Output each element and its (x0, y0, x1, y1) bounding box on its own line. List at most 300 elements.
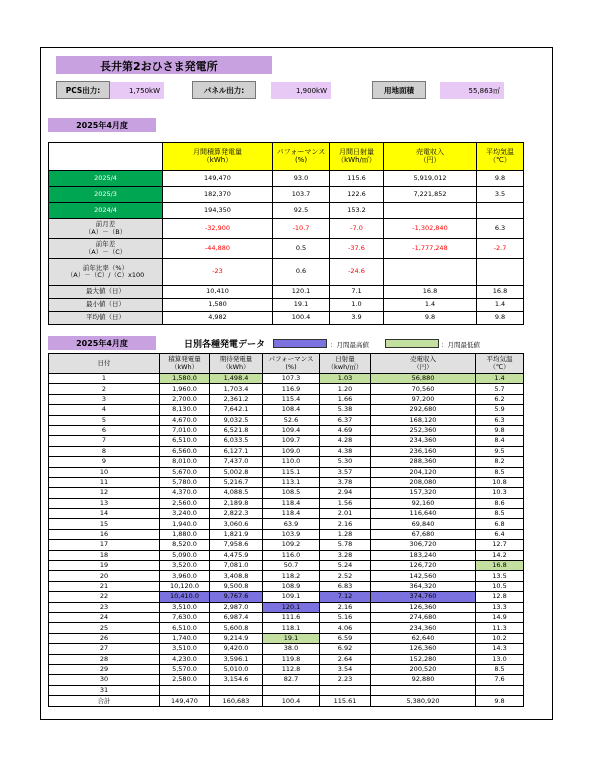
daily-cell: 5.9 (476, 405, 524, 415)
daily-cell: 111.6 (263, 612, 320, 622)
daily-cell: 8,130.0 (160, 405, 210, 415)
daily-cell: 6,510.0 (160, 623, 210, 633)
daily-date: 24 (49, 612, 160, 622)
daily-cell: 19.1 (263, 633, 320, 643)
panel-label: パネル出力: (192, 81, 256, 99)
daily-cell: 4,230.0 (160, 654, 210, 664)
daily-cell: 234,360 (371, 436, 476, 446)
daily-subtitle: 日別各種発電データ (184, 340, 266, 350)
daily-cell: 2.94 (320, 488, 371, 498)
daily-date: 1 (49, 374, 160, 384)
daily-cell: 8.5 (476, 467, 524, 477)
monthly-cell: 5,919,012 (384, 171, 477, 187)
daily-row (49, 509, 524, 519)
daily-cell: 1,960.0 (160, 384, 210, 394)
daily-cell: 38.0 (263, 644, 320, 654)
daily-row (49, 592, 524, 602)
daily-date: 30 (49, 675, 160, 685)
daily-header-3: パフォーマンス (%) (263, 354, 320, 374)
daily-row (49, 467, 524, 477)
daily-cell: 8.6 (476, 498, 524, 508)
daily-cell: 236,160 (371, 446, 476, 456)
legend-high-label: ：月間最高値 (330, 341, 369, 349)
daily-cell: 69,840 (371, 519, 476, 529)
daily-row (49, 446, 524, 456)
daily-cell: 109.4 (263, 425, 320, 435)
daily-cell: 3,960.0 (160, 571, 210, 581)
daily-cell: 5,600.8 (210, 623, 263, 633)
monthly-stat-row (49, 286, 524, 299)
daily-cell: 4.28 (320, 436, 371, 446)
daily-cell: 3,596.1 (210, 654, 263, 664)
stat-cell: 19.1 (273, 299, 330, 312)
monthly-cell: 7,221,852 (384, 187, 477, 203)
daily-cell: 142,560 (371, 571, 476, 581)
diff-cell: -2.7 (477, 239, 524, 259)
daily-cell: 1,498.4 (210, 374, 263, 384)
daily-cell: 5.24 (320, 561, 371, 571)
daily-cell: 3,520.0 (160, 561, 210, 571)
daily-cell: 8,520.0 (160, 540, 210, 550)
daily-cell: 3.57 (320, 467, 371, 477)
daily-cell: 2,189.8 (210, 498, 263, 508)
monthly-row-label: 2024/4 (49, 203, 163, 219)
daily-cell: 8.2 (476, 457, 524, 467)
total-cell: 115.61 (320, 696, 371, 707)
monthly-cell: 153.2 (330, 203, 384, 219)
daily-cell: 9.5 (476, 446, 524, 456)
daily-cell: 108.9 (263, 581, 320, 591)
monthly-row-label: 2025/4 (49, 171, 163, 187)
stat-cell: 4,982 (163, 312, 273, 325)
daily-cell: 7,081.0 (210, 561, 263, 571)
monthly-cell: 194,350 (163, 203, 273, 219)
daily-cell: 6,127.1 (210, 446, 263, 456)
daily-cell: 1,940.0 (160, 519, 210, 529)
monthly-header-row (49, 143, 524, 171)
daily-header-2: 期待発電量 （kWh） (210, 354, 263, 374)
monthly-cell (477, 203, 524, 219)
daily-cell: 119.8 (263, 654, 320, 664)
daily-cell: 12.8 (476, 592, 524, 602)
diff-label: 前年比率（%） （A）－（C）/（C）x100 (49, 259, 163, 286)
daily-header-1: 積算発電量 （kWh） (160, 354, 210, 374)
monthly-cell: 93.0 (273, 171, 330, 187)
daily-cell: 10,410.0 (160, 592, 210, 602)
daily-date: 29 (49, 664, 160, 674)
daily-row (49, 664, 524, 674)
daily-cell: 13.3 (476, 602, 524, 612)
total-cell: 合計 (49, 696, 160, 707)
daily-cell: 2.52 (320, 571, 371, 581)
daily-cell: 5.30 (320, 457, 371, 467)
daily-data-table (48, 353, 524, 707)
daily-cell: 116,640 (371, 509, 476, 519)
daily-cell: 13.5 (476, 571, 524, 581)
daily-cell: 70,560 (371, 384, 476, 394)
daily-date: 25 (49, 623, 160, 633)
daily-cell: 4,088.5 (210, 488, 263, 498)
daily-header-6: 平均気温 （℃） (476, 354, 524, 374)
daily-cell (371, 685, 476, 695)
daily-cell: 5.7 (476, 384, 524, 394)
daily-date: 12 (49, 488, 160, 498)
diff-cell: 0.6 (273, 259, 330, 286)
daily-date: 9 (49, 457, 160, 467)
stat-cell: 16.8 (477, 286, 524, 299)
daily-header-row (49, 354, 524, 374)
daily-cell: 306,720 (371, 540, 476, 550)
daily-cell: 107.3 (263, 374, 320, 384)
daily-date: 23 (49, 602, 160, 612)
daily-date: 26 (49, 633, 160, 643)
daily-row (49, 571, 524, 581)
daily-row (49, 654, 524, 664)
daily-cell: 10.3 (476, 488, 524, 498)
stat-cell: 9.8 (477, 312, 524, 325)
daily-cell: 7,437.0 (210, 457, 263, 467)
daily-cell: 109.2 (263, 540, 320, 550)
daily-cell: 1,880.0 (160, 529, 210, 539)
daily-row (49, 394, 524, 404)
daily-date: 4 (49, 405, 160, 415)
daily-cell (210, 685, 263, 695)
daily-cell: 13.0 (476, 654, 524, 664)
daily-date: 6 (49, 425, 160, 435)
daily-cell: 157,320 (371, 488, 476, 498)
daily-date: 27 (49, 644, 160, 654)
monthly-header-1: パフォーマンス (%) (273, 143, 330, 171)
daily-row (49, 612, 524, 622)
stat-cell: 1.0 (330, 299, 384, 312)
daily-row (49, 529, 524, 539)
stat-cell: 120.1 (273, 286, 330, 299)
daily-cell: 12.7 (476, 540, 524, 550)
daily-cell: 110.0 (263, 457, 320, 467)
daily-cell: 168,120 (371, 415, 476, 425)
daily-cell: 6.59 (320, 633, 371, 643)
daily-date: 21 (49, 581, 160, 591)
legend-low-label: ：月間最低値 (441, 341, 480, 349)
daily-cell: 9.8 (476, 425, 524, 435)
daily-date: 17 (49, 540, 160, 550)
monthly-diff-row (49, 239, 524, 259)
daily-cell: 2,361.2 (210, 394, 263, 404)
diff-cell (477, 259, 524, 286)
daily-cell: 109.0 (263, 446, 320, 456)
daily-cell: 9,214.9 (210, 633, 263, 643)
diff-cell: 0.5 (273, 239, 330, 259)
daily-date: 20 (49, 571, 160, 581)
daily-cell: 6,510.0 (160, 436, 210, 446)
stat-cell: 16.8 (384, 286, 477, 299)
daily-cell: 1,703.4 (210, 384, 263, 394)
daily-cell: 5,780.0 (160, 477, 210, 487)
daily-row (49, 561, 524, 571)
daily-cell: 4.69 (320, 425, 371, 435)
daily-cell: 16.8 (476, 561, 524, 571)
daily-cell: 7,630.0 (160, 612, 210, 622)
daily-cell: 2,580.0 (160, 675, 210, 685)
daily-row (49, 540, 524, 550)
monthly-cell: 115.6 (330, 171, 384, 187)
daily-cell: 1.56 (320, 498, 371, 508)
daily-cell: 67,680 (371, 529, 476, 539)
stat-cell: 1.4 (477, 299, 524, 312)
daily-row (49, 685, 524, 695)
daily-cell: 208,080 (371, 477, 476, 487)
stat-label: 最大値（日） (49, 286, 163, 299)
daily-cell: 120.1 (263, 602, 320, 612)
monthly-cell (384, 203, 477, 219)
monthly-cell: 92.5 (273, 203, 330, 219)
daily-cell: 3,060.6 (210, 519, 263, 529)
diff-cell: 6.3 (477, 219, 524, 239)
daily-cell: 115.1 (263, 467, 320, 477)
daily-cell: 3.78 (320, 477, 371, 487)
daily-cell: 6.3 (476, 415, 524, 425)
daily-cell (263, 685, 320, 695)
daily-row (49, 415, 524, 425)
daily-cell: 2,987.0 (210, 602, 263, 612)
daily-row (49, 405, 524, 415)
page-title: 長井第2おひさま発電所 (56, 56, 272, 74)
daily-date: 5 (49, 415, 160, 425)
stat-cell: 1,580 (163, 299, 273, 312)
daily-cell: 1.4 (476, 374, 524, 384)
daily-cell: 8.5 (476, 664, 524, 674)
daily-cell: 5.78 (320, 540, 371, 550)
daily-cell: 10,120.0 (160, 581, 210, 591)
diff-cell (384, 259, 477, 286)
daily-cell: 126,720 (371, 561, 476, 571)
monthly-section-title: 2025年4月度 (48, 118, 156, 132)
daily-cell: 112.8 (263, 664, 320, 674)
diff-cell: -7.0 (330, 219, 384, 239)
daily-cell: 9,032.5 (210, 415, 263, 425)
monthly-cell: 182,370 (163, 187, 273, 203)
daily-cell: 1,740.0 (160, 633, 210, 643)
daily-cell: 109.7 (263, 436, 320, 446)
daily-section-title: 2025年4月度 (48, 336, 156, 350)
daily-cell: 5,010.0 (210, 664, 263, 674)
stat-cell: 9.8 (384, 312, 477, 325)
daily-cell: 126,360 (371, 644, 476, 654)
panel-value: 1,900kW (271, 82, 331, 99)
total-cell: 9.8 (476, 696, 524, 707)
daily-cell: 10.8 (476, 477, 524, 487)
daily-row (49, 425, 524, 435)
stat-cell: 7.1 (330, 286, 384, 299)
stat-cell: 3.9 (330, 312, 384, 325)
daily-cell: 14.9 (476, 612, 524, 622)
daily-date: 28 (49, 654, 160, 664)
daily-cell: 4.38 (320, 446, 371, 456)
area-value: 55,863㎡ (440, 82, 504, 99)
daily-cell: 9,767.6 (210, 592, 263, 602)
daily-cell: 118.2 (263, 571, 320, 581)
monthly-cell: 103.7 (273, 187, 330, 203)
daily-row (49, 633, 524, 643)
daily-cell: 108.4 (263, 405, 320, 415)
daily-cell (320, 685, 371, 695)
daily-cell: 5.38 (320, 405, 371, 415)
daily-row (49, 384, 524, 394)
daily-cell: 7.12 (320, 592, 371, 602)
pcs-label: PCS出力: (56, 81, 110, 99)
daily-cell: 5,090.0 (160, 550, 210, 560)
daily-cell: 9,420.0 (210, 644, 263, 654)
daily-cell: 6.83 (320, 581, 371, 591)
diff-cell: -23 (163, 259, 273, 286)
daily-cell: 2.01 (320, 509, 371, 519)
monthly-cell: 9.8 (477, 171, 524, 187)
area-label: 用地面積 (372, 81, 426, 99)
diff-cell: -24.6 (330, 259, 384, 286)
daily-cell: 109.1 (263, 592, 320, 602)
daily-cell: 2,822.3 (210, 509, 263, 519)
daily-cell: 7,642.1 (210, 405, 263, 415)
daily-cell: 3,510.0 (160, 602, 210, 612)
daily-cell: 5,670.0 (160, 467, 210, 477)
daily-cell: 6.37 (320, 415, 371, 425)
daily-row (49, 550, 524, 560)
daily-cell: 62,640 (371, 633, 476, 643)
legend-low-swatch (385, 339, 439, 348)
daily-cell: 3.28 (320, 550, 371, 560)
daily-cell: 4,475.9 (210, 550, 263, 560)
daily-cell: 8,010.0 (160, 457, 210, 467)
daily-cell: 274,680 (371, 612, 476, 622)
daily-date: 11 (49, 477, 160, 487)
daily-cell (160, 685, 210, 695)
daily-row (49, 623, 524, 633)
daily-date: 3 (49, 394, 160, 404)
daily-cell: 118.4 (263, 498, 320, 508)
daily-cell: 8.5 (476, 509, 524, 519)
stat-label: 最小値（日） (49, 299, 163, 312)
daily-cell: 6.92 (320, 644, 371, 654)
daily-cell: 113.1 (263, 477, 320, 487)
daily-cell: 204,120 (371, 467, 476, 477)
monthly-row (49, 187, 524, 203)
daily-date: 8 (49, 446, 160, 456)
daily-date: 15 (49, 519, 160, 529)
header-blank (49, 143, 163, 171)
daily-cell: 5,570.0 (160, 664, 210, 674)
monthly-header-2: 月間日射量 （kWh/㎡） (330, 143, 384, 171)
daily-date: 18 (49, 550, 160, 560)
daily-row (49, 675, 524, 685)
pcs-value: 1,750kW (110, 82, 164, 99)
daily-cell: 6,987.4 (210, 612, 263, 622)
daily-cell: 3,154.6 (210, 675, 263, 685)
daily-cell: 3.54 (320, 664, 371, 674)
daily-cell: 7,010.0 (160, 425, 210, 435)
monthly-stat-row (49, 299, 524, 312)
daily-header-4: 日射量 （kwh/㎡） (320, 354, 371, 374)
daily-cell: 1,580.0 (160, 374, 210, 384)
daily-cell (476, 685, 524, 695)
daily-cell: 116.0 (263, 550, 320, 560)
daily-header-5: 売電収入 （円） (371, 354, 476, 374)
daily-cell: 6,560.0 (160, 446, 210, 456)
diff-cell: -32,900 (163, 219, 273, 239)
daily-cell: 1,821.9 (210, 529, 263, 539)
daily-cell: 126,360 (371, 602, 476, 612)
daily-cell: 10.5 (476, 581, 524, 591)
daily-date: 16 (49, 529, 160, 539)
diff-cell: -44,880 (163, 239, 273, 259)
daily-cell: 3,240.0 (160, 509, 210, 519)
monthly-row-label: 2025/3 (49, 187, 163, 203)
daily-cell: 115.4 (263, 394, 320, 404)
daily-cell: 63.9 (263, 519, 320, 529)
daily-cell: 116.9 (263, 384, 320, 394)
daily-row (49, 488, 524, 498)
total-cell: 5,380,920 (371, 696, 476, 707)
daily-cell: 8.4 (476, 436, 524, 446)
daily-cell: 2.16 (320, 602, 371, 612)
daily-row (49, 477, 524, 487)
diff-label: 前年差 （A）－（C） (49, 239, 163, 259)
daily-date: 14 (49, 509, 160, 519)
daily-cell: 292,680 (371, 405, 476, 415)
daily-date: 10 (49, 467, 160, 477)
daily-cell: 6,521.8 (210, 425, 263, 435)
diff-label: 前月差 （A）－（B） (49, 219, 163, 239)
daily-cell: 6.2 (476, 394, 524, 404)
daily-row (49, 519, 524, 529)
daily-cell: 1.28 (320, 529, 371, 539)
monthly-diff-row (49, 259, 524, 286)
daily-date: 31 (49, 685, 160, 695)
diff-cell: -37.6 (330, 239, 384, 259)
stat-cell: 1.4 (384, 299, 477, 312)
daily-cell: 1.66 (320, 394, 371, 404)
diff-cell: -1,302,840 (384, 219, 477, 239)
daily-date: 22 (49, 592, 160, 602)
daily-cell: 364,320 (371, 581, 476, 591)
daily-cell: 10.2 (476, 633, 524, 643)
daily-cell: 252,360 (371, 425, 476, 435)
stat-label: 平均値（日） (49, 312, 163, 325)
daily-cell: 52.6 (263, 415, 320, 425)
daily-date: 2 (49, 384, 160, 394)
daily-cell: 3,408.8 (210, 571, 263, 581)
daily-cell: 5.16 (320, 612, 371, 622)
daily-cell: 4,670.0 (160, 415, 210, 425)
monthly-cell: 149,470 (163, 171, 273, 187)
daily-cell: 2,700.0 (160, 394, 210, 404)
daily-row (49, 581, 524, 591)
monthly-diff-row (49, 219, 524, 239)
daily-date: 13 (49, 498, 160, 508)
daily-cell: 9,500.8 (210, 581, 263, 591)
daily-row (49, 498, 524, 508)
daily-cell: 14.3 (476, 644, 524, 654)
diff-cell: -10.7 (273, 219, 330, 239)
monthly-cell: 122.6 (330, 187, 384, 203)
daily-cell: 6,033.5 (210, 436, 263, 446)
monthly-header-0: 月間積算発電量 （kWh） (163, 143, 273, 171)
daily-cell: 6.4 (476, 529, 524, 539)
daily-header-0: 日付 (49, 354, 160, 374)
monthly-header-3: 売電収入 （円） (384, 143, 477, 171)
monthly-summary-table (48, 142, 524, 325)
stat-cell: 100.4 (273, 312, 330, 325)
daily-cell: 7,958.6 (210, 540, 263, 550)
